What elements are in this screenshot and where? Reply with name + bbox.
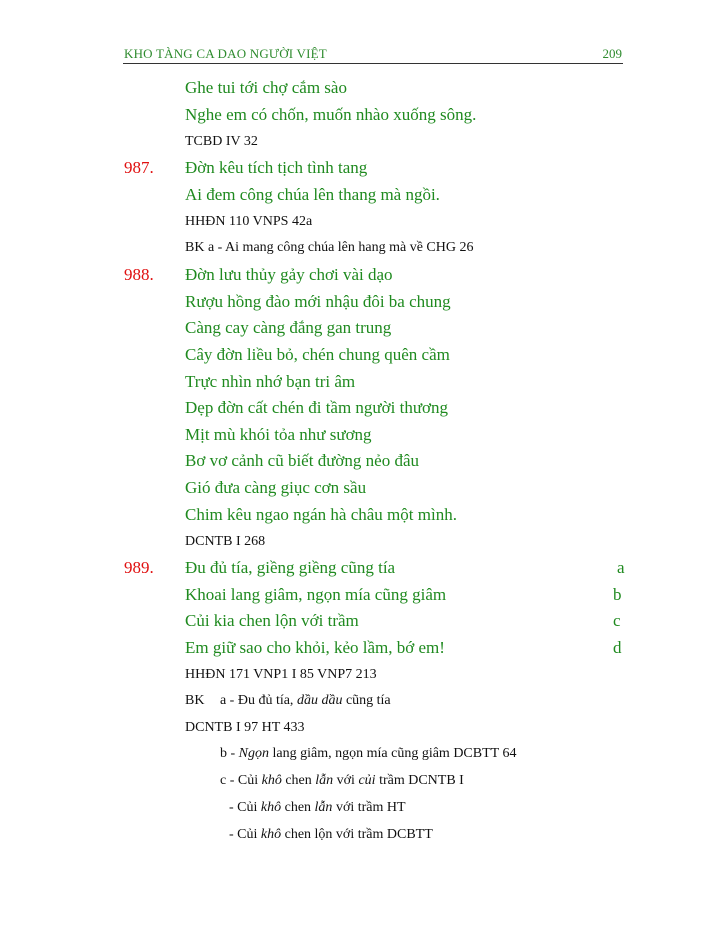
verse-line: Bơ vơ cảnh cũ biết đường nẻo đâu [185, 451, 419, 470]
variant-text: chen [281, 773, 316, 788]
variant-text: với trầm HT [332, 800, 406, 815]
variant-note: BK a - Ai mang công chúa lên hang mà về CHG 26 [185, 240, 474, 255]
variant-label: BK [185, 693, 205, 708]
source-citation: TCBD IV 32 [185, 134, 258, 149]
verse-line: Đờn kêu tích tịch tình tang [185, 158, 368, 177]
variant-note [229, 827, 433, 843]
verse-line: Rượu hồng đào mới nhậu đôi ba chung [185, 292, 451, 311]
verse-line: Trực nhìn nhớ bạn tri âm [185, 372, 356, 391]
variant-text: a - Đu đủ tía, [219, 693, 297, 708]
variant-note [229, 800, 406, 816]
variant-italic: khô [261, 773, 282, 788]
verse-line: Gió đưa càng giục cơn sầu [185, 478, 367, 497]
verse-line: Củi kia chen lộn với trầm [185, 611, 359, 630]
rhyme-marker: c [613, 611, 621, 630]
variant-note [185, 693, 391, 709]
source-citation: DCNTB I 268 [185, 534, 266, 549]
source-citation: DCNTB I 97 HT 433 [185, 720, 305, 735]
variant-italic: khô [260, 800, 282, 815]
source-citation: HHĐN 110 VNPS 42a [185, 214, 313, 229]
variant-note [220, 746, 516, 762]
rhyme-marker: d [613, 638, 622, 657]
variant-text: lang giâm, ngọn mía cũng giâm DCBTT 64 [269, 746, 517, 761]
variant-italic: dầu dầu [296, 693, 343, 708]
variant-text: - Củi [229, 800, 261, 815]
variant-text: - Củi [229, 827, 261, 842]
verse-line: Chim kêu ngao ngán hà châu một mình. [185, 505, 457, 524]
verse-line: Ai đem công chúa lên thang mà ngồi. [185, 185, 440, 204]
page-number: 209 [602, 46, 622, 61]
rhyme-marker: a [617, 558, 625, 577]
entry-number: 988. [124, 265, 154, 284]
header-rule [123, 63, 623, 64]
verse-line: Đờn lưu thủy gảy chơi vài dạo [185, 265, 393, 284]
verse-line: Cây đờn liều bỏ, chén chung quên cầm [185, 345, 450, 364]
variant-text: với [333, 773, 359, 788]
running-header-title: KHO TÀNG CA DAO NGƯỜI VIỆT [124, 46, 327, 61]
verse-line: Ghe tui tới chợ cắm sào [185, 78, 347, 97]
verse-line: Khoai lang giâm, ngọn mía cũng giâm [185, 585, 447, 604]
variant-text: chen lộn với trầm DCBTT [281, 827, 433, 842]
variant-text: trầm DCNTB I [375, 773, 464, 788]
variant-italic: lẫn [314, 800, 333, 815]
variant-text: c - Củi [220, 773, 262, 788]
variant-italic: củi [358, 773, 376, 788]
verse-line: Nghe em có chốn, muốn nhào xuống sông. [185, 105, 477, 124]
entry-number: 989. [124, 558, 154, 577]
verse-line: Mịt mù khói tỏa như sương [185, 425, 372, 444]
verse-line: Dẹp đờn cất chén đi tầm người thương [185, 398, 449, 417]
variant-italic: khô [260, 827, 282, 842]
verse-line: Càng cay càng đắng gan trung [185, 318, 392, 337]
variant-italic: Ngọn [238, 746, 270, 761]
variant-text: cũng tía [342, 693, 391, 708]
variant-note [220, 773, 464, 789]
variant-italic: lẫn [315, 773, 334, 788]
source-citation: HHĐN 171 VNP1 I 85 VNP7 213 [185, 667, 377, 682]
entry-number: 987. [124, 158, 154, 177]
rhyme-marker: b [613, 585, 622, 604]
variant-text: chen [281, 800, 315, 815]
verse-line: Đu đủ tía, giềng giềng cũng tía [185, 558, 396, 577]
verse-line: Em giữ sao cho khỏi, kẻo lầm, bớ em! [185, 638, 445, 657]
variant-text: b - [220, 746, 239, 761]
